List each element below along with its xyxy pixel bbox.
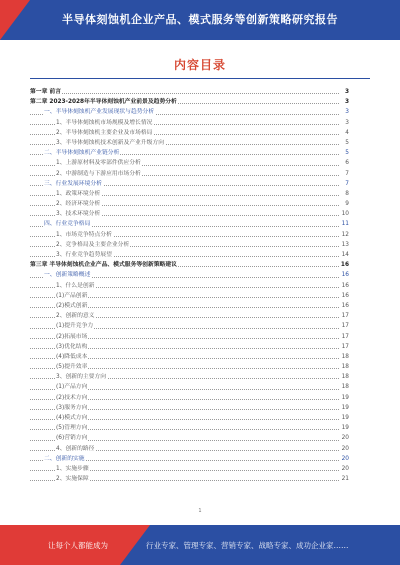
toc-entry-page: 10 — [339, 209, 349, 219]
toc-entry[interactable] — [30, 393, 349, 403]
toc-entry-page: 19 — [339, 423, 349, 433]
toc-entry-page: 20 — [339, 433, 349, 443]
toc-entry[interactable] — [30, 382, 349, 392]
toc-entry-title: 一、半导体刻蚀机产业发展现状与趋势分析 — [44, 107, 155, 117]
toc-entry-title: 一、创新策略概述 — [44, 270, 91, 280]
footer-slogan-left: 让每个人都能成为 — [48, 541, 108, 550]
toc-entry-page: 8 — [339, 189, 349, 199]
toc-entry[interactable] — [30, 474, 349, 484]
toc-entry[interactable] — [30, 301, 349, 311]
toc-entry-title: 2、竞争格局及主要企业分析 — [56, 240, 130, 250]
toc-entry-page: 3 — [339, 97, 349, 107]
toc-entry-title: (1)产品创新 — [56, 291, 88, 301]
toc-entry[interactable] — [30, 179, 349, 189]
toc-entry-title: 3、行业竞争趋势展望 — [56, 250, 113, 260]
toc-entry[interactable] — [30, 169, 349, 179]
toc-entry[interactable] — [30, 158, 349, 168]
toc-entry[interactable] — [30, 219, 349, 229]
toc-entry-title: (5)提升效率 — [56, 362, 88, 372]
toc-entry-title: (4)模式方向 — [56, 413, 88, 423]
toc-entry-title: 2、半导体刻蚀机主要企业及市场格局 — [56, 128, 153, 138]
toc-entry-page: 5 — [339, 138, 349, 148]
toc-entry[interactable] — [30, 362, 349, 372]
toc-entry[interactable] — [30, 260, 349, 270]
toc-entry-title: (2)拓展市场 — [56, 332, 88, 342]
toc-entry[interactable] — [30, 107, 349, 117]
toc-entry-title: (2)技术方向 — [56, 393, 88, 403]
toc-entry[interactable] — [30, 352, 349, 362]
toc-entry-page: 20 — [339, 454, 349, 464]
toc-entry[interactable] — [30, 311, 349, 321]
toc-entry-title: 2、经济环境分析 — [56, 199, 101, 209]
toc-entry-page: 18 — [339, 362, 349, 372]
toc-entry-title: 第一章 前言 — [30, 87, 62, 97]
toc-entry[interactable] — [30, 433, 349, 443]
toc-entry[interactable] — [30, 332, 349, 342]
toc-entry-title: (5)管理方向 — [56, 423, 88, 433]
toc-entry-page: 13 — [339, 240, 349, 250]
toc-entry-page: 21 — [339, 474, 349, 484]
toc-entry-title: 2、创新的意义 — [56, 311, 95, 321]
toc-leader-dots — [30, 93, 339, 94]
toc-entry[interactable] — [30, 230, 349, 240]
toc-entry-page: 12 — [339, 230, 349, 240]
toc-entry-title: 1、市场竞争特点分析 — [56, 230, 113, 240]
toc-entry-title: (3)优化结构 — [56, 342, 88, 352]
toc-entry-page: 20 — [339, 464, 349, 474]
toc-entry-page: 19 — [339, 393, 349, 403]
toc-entry[interactable] — [30, 291, 349, 301]
toc-entry-page: 18 — [339, 372, 349, 382]
toc-divider — [30, 78, 370, 79]
toc-entry[interactable] — [30, 250, 349, 260]
toc-entry-title: 第三章 半导体刻蚀机企业产品、模式服务等创新策略建议 — [30, 260, 178, 270]
toc-entry[interactable] — [30, 342, 349, 352]
toc-entry[interactable] — [30, 403, 349, 413]
toc-entry-page: 6 — [339, 158, 349, 168]
toc-entry[interactable] — [30, 199, 349, 209]
toc-entry-title: 1、什么是创新 — [56, 281, 95, 291]
toc-entry[interactable] — [30, 281, 349, 291]
toc-entry-page: 4 — [339, 128, 349, 138]
toc-entry-page: 19 — [339, 403, 349, 413]
toc-entry-title: 四、行业竞争格局 — [44, 219, 91, 229]
toc-entry-title: 第二章 2023-2028年半导体刻蚀机产业前景及趋势分析 — [30, 97, 178, 107]
toc-entry-page: 3 — [339, 107, 349, 117]
report-header — [0, 0, 400, 40]
toc-entry-page: 3 — [339, 118, 349, 128]
toc-entry-title: 二、半导体刻蚀机产业链分析 — [44, 148, 120, 158]
toc-entry-page: 16 — [339, 301, 349, 311]
toc-entry[interactable] — [30, 97, 349, 107]
toc-entry-page: 16 — [339, 270, 349, 280]
toc-entry-page: 19 — [339, 413, 349, 423]
toc-entry-page: 11 — [339, 219, 349, 229]
toc-entry[interactable] — [30, 87, 349, 97]
toc-entry-page: 7 — [339, 169, 349, 179]
toc-entry-page: 18 — [339, 382, 349, 392]
toc-entry-title: (1)提升竞争力 — [56, 321, 94, 331]
report-footer — [0, 525, 400, 565]
toc-entry-title: (4)降低成本 — [56, 352, 88, 362]
toc-entry[interactable] — [30, 270, 349, 280]
toc-entry-title: (1)产品方向 — [56, 382, 88, 392]
toc-entry[interactable] — [30, 454, 349, 464]
toc-entry-title: (3)服务方向 — [56, 403, 88, 413]
toc-entry[interactable] — [30, 209, 349, 219]
toc-entry[interactable] — [30, 138, 349, 148]
toc-entry-title: 1、半导体刻蚀机市场规模及增长情况 — [56, 118, 153, 128]
toc-entry-title: 2、实施保障 — [56, 474, 90, 484]
toc-entry[interactable] — [30, 118, 349, 128]
toc-entry-page: 17 — [339, 311, 349, 321]
footer-slogan-right: 行业专家、管理专家、营销专家、战略专家、成功企业家…… — [146, 541, 349, 550]
toc-entry-title: 三、行业发展环境分析 — [44, 179, 103, 189]
toc-entry-page: 9 — [339, 199, 349, 209]
toc-entry-title: 4、创新的路径 — [56, 444, 95, 454]
toc-entry-page: 3 — [339, 87, 349, 97]
toc-entry-page: 16 — [339, 281, 349, 291]
toc-entry-page: 5 — [339, 148, 349, 158]
toc-entry-page: 16 — [339, 260, 349, 270]
toc-entry[interactable] — [30, 128, 349, 138]
page-number: 1 — [198, 508, 202, 514]
toc-entry-title: 2、中游制造与下游应用市场分析 — [56, 169, 142, 179]
toc-entry[interactable] — [30, 240, 349, 250]
toc-entry[interactable] — [30, 321, 349, 331]
toc-entry[interactable] — [30, 464, 349, 474]
toc-entry-page: 14 — [339, 250, 349, 260]
toc-entry[interactable] — [30, 372, 349, 382]
toc-entry-title: 3、创新的主要方向 — [56, 372, 107, 382]
toc-entry[interactable] — [30, 444, 349, 454]
toc-entry-title: 二、创新的实施 — [44, 454, 86, 464]
toc-entry-title: 1、实施步骤 — [56, 464, 90, 474]
toc-entry-title: 1、上游原材料及零部件供应分析 — [56, 158, 142, 168]
toc-entry-page: 7 — [339, 179, 349, 189]
toc-entry-title: 1、政策环境分析 — [56, 189, 101, 199]
table-of-contents — [30, 87, 349, 484]
toc-entry-page: 17 — [339, 321, 349, 331]
toc-entry-page: 16 — [339, 291, 349, 301]
toc-entry[interactable] — [30, 148, 349, 158]
toc-entry-page: 17 — [339, 342, 349, 352]
toc-entry-page: 20 — [339, 444, 349, 454]
report-title: 半导体刻蚀机企业产品、模式服务等创新策略研究报告 — [62, 13, 338, 26]
toc-entry[interactable] — [30, 423, 349, 433]
toc-entry-title: (2)模式创新 — [56, 301, 88, 311]
toc-entry-title: (6)营销方向 — [56, 433, 88, 443]
toc-entry[interactable] — [30, 413, 349, 423]
toc-entry[interactable] — [30, 189, 349, 199]
toc-entry-title: 3、技术环境分析 — [56, 209, 101, 219]
toc-heading: 内容目录 — [173, 58, 226, 72]
toc-entry-page: 17 — [339, 332, 349, 342]
toc-entry-page: 18 — [339, 352, 349, 362]
toc-entry-title: 3、半导体刻蚀机技术创新及产业升级方向 — [56, 138, 165, 148]
